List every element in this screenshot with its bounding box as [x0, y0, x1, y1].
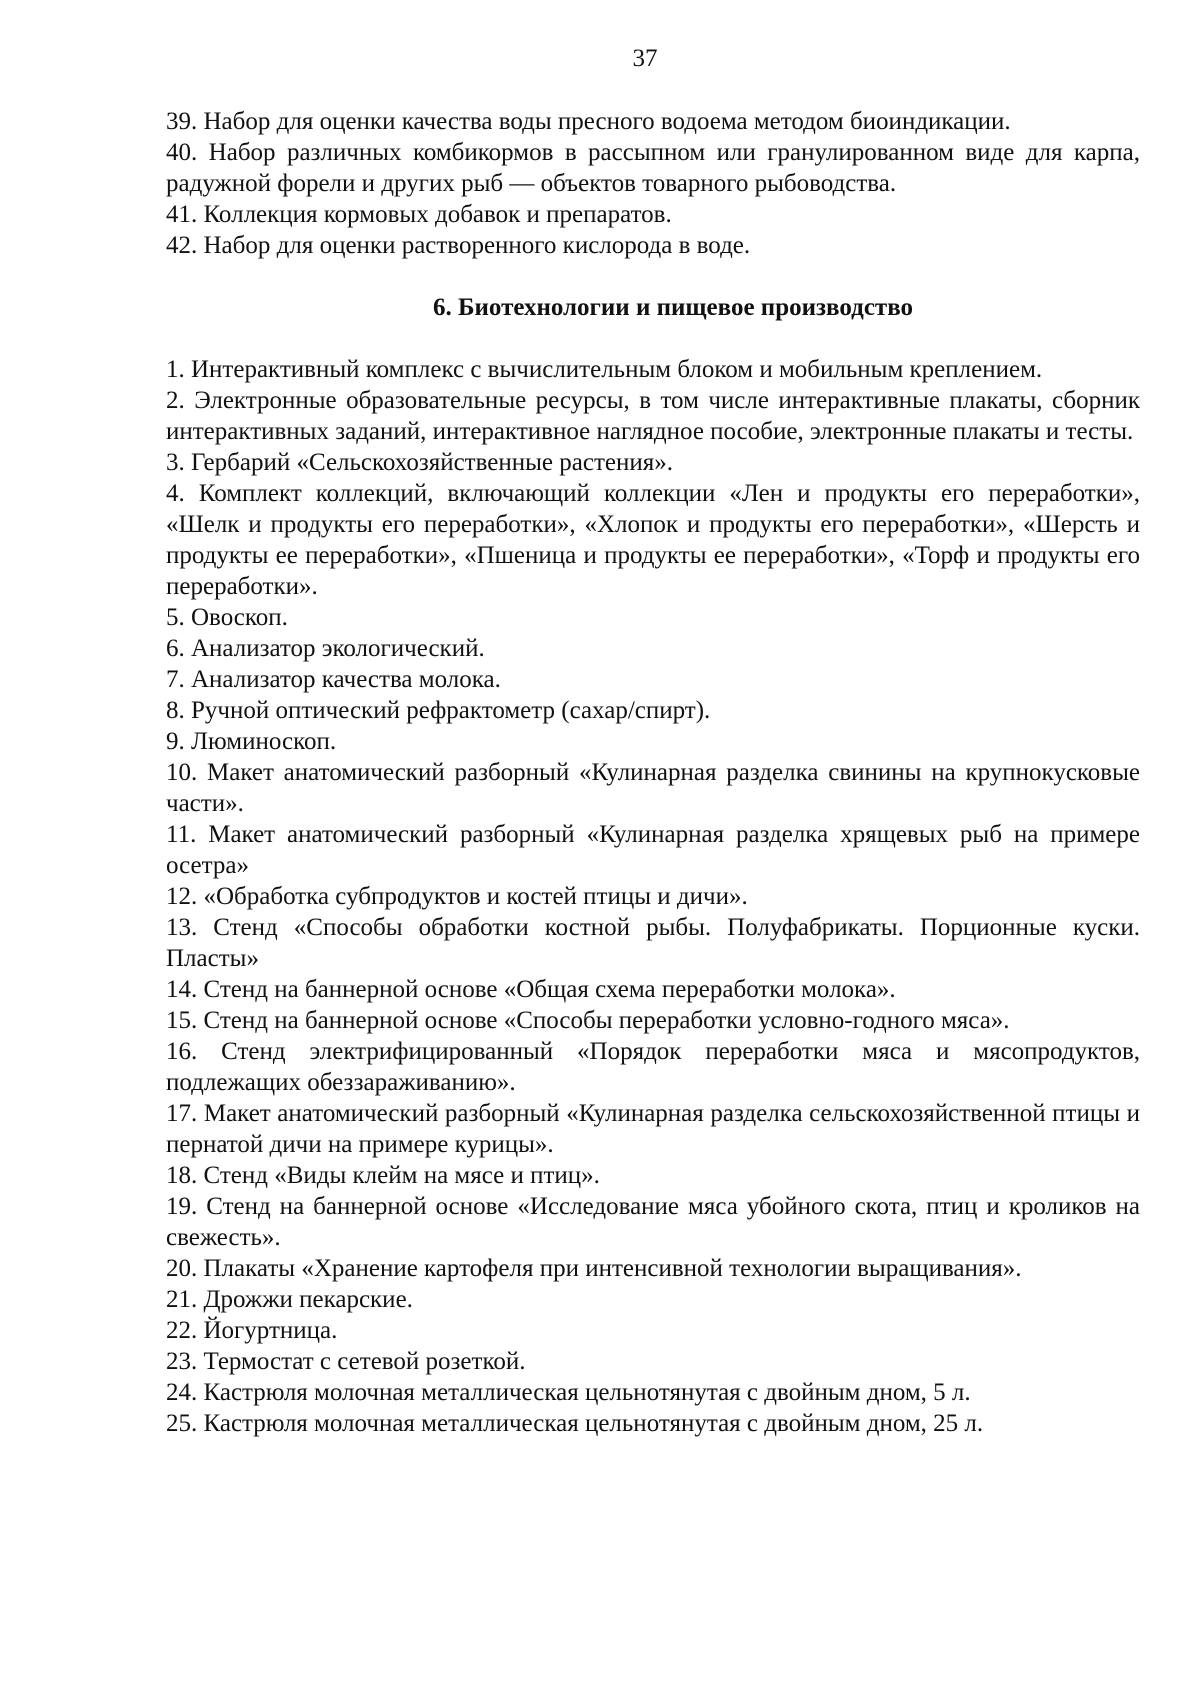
list-item-text: Набор для оценки растворенного кислорода в воде.	[203, 232, 751, 259]
list-item	[166, 757, 1140, 819]
list-item	[166, 478, 1140, 602]
list-item	[166, 602, 1140, 633]
list-item-number: 41.	[166, 201, 198, 228]
list-item-text: Набор различных комбикормов в рассыпном или гранулированном виде для карпа, радужной форели и других рыб — объектов товарного рыбоводства.	[166, 139, 1140, 197]
list-item	[166, 1191, 1140, 1253]
list-item-text: Ручной оптический рефрактометр (сахар/спирт).	[191, 697, 711, 724]
list-item-number: 5.	[166, 604, 185, 631]
list-item	[166, 1315, 1140, 1346]
list-item-number: 3.	[166, 449, 185, 476]
list-item-number: 18.	[166, 1162, 198, 1189]
list-item-text: Набор для оценки качества воды пресного водоема методом биоиндикации.	[203, 108, 1011, 135]
list-item-text: Гербарий «Сельскохозяйственные растения».	[191, 449, 673, 476]
list-item-text: Йогуртница.	[203, 1317, 338, 1344]
list-item-text: Дрожжи пекарские.	[203, 1286, 413, 1313]
list-item-number: 40.	[166, 139, 198, 166]
list-item-text: Анализатор качества молока.	[191, 666, 501, 693]
list-item-text: Стенд «Виды клейм на мясе и птиц».	[203, 1162, 600, 1189]
list-item	[166, 1253, 1140, 1284]
list-item-text: Люминоскоп.	[191, 728, 337, 755]
list-item-text: «Обработка субпродуктов и костей птицы и дичи».	[203, 883, 748, 910]
list-item-text: Коллекция кормовых добавок и препаратов.	[203, 201, 672, 228]
list-item	[166, 1098, 1140, 1160]
list-item-number: 21.	[166, 1286, 198, 1313]
list-item-text: Комплект коллекций, включающий коллекции «Лен и продукты его переработки», «Шелк и продукты его переработки», «Хлопок и продукты его переработки», «Шерсть и продукты ее переработки», «Пшеница и продукты ее переработки», «Торф и продукты его переработки».	[166, 480, 1140, 600]
list-item-text: Стенд на баннерной основе «Способы переработки условно-годного мяса».	[203, 1007, 1010, 1034]
list-item-text: Овоскоп.	[191, 604, 288, 631]
list-item	[166, 726, 1140, 757]
list-item-number: 2.	[166, 387, 185, 414]
list-item-number: 6.	[166, 635, 185, 662]
list-item-text: Стенд «Способы обработки костной рыбы. Полуфабрикаты. Порционные куски. Пласты»	[166, 914, 1140, 972]
list-item-number: 20.	[166, 1255, 198, 1282]
list-item-text: Стенд на баннерной основе «Исследование мяса убойного скота, птиц и кроликов на свежесть».	[166, 1193, 1140, 1251]
list-item-number: 24.	[166, 1379, 198, 1406]
page-content	[166, 106, 1140, 1439]
list-item	[166, 633, 1140, 664]
list-item	[166, 664, 1140, 695]
list-item-text: Стенд электрифицированный «Порядок переработки мяса и мясопродуктов, подлежащих обеззараживанию».	[166, 1038, 1141, 1096]
section-list	[166, 354, 1140, 1439]
list-item-number: 16.	[166, 1038, 198, 1065]
list-item	[166, 695, 1140, 726]
list-item	[166, 137, 1140, 199]
list-item	[166, 106, 1140, 137]
list-item-number: 1.	[166, 356, 185, 383]
list-item-number: 8.	[166, 697, 185, 724]
list-item-number: 10.	[166, 759, 198, 786]
list-item	[166, 1346, 1140, 1377]
list-item	[166, 881, 1140, 912]
list-item-number: 14.	[166, 976, 198, 1003]
top-list	[166, 106, 1140, 261]
list-item	[166, 1377, 1140, 1408]
list-item	[166, 974, 1140, 1005]
list-item-text: Макет анатомический разборный «Кулинарная разделка свинины на крупнокусковые части».	[166, 759, 1140, 817]
list-item-text: Макет анатомический разборный «Кулинарная разделка хрящевых рыб на примере осетра»	[166, 821, 1140, 879]
list-item-number: 15.	[166, 1007, 198, 1034]
list-item	[166, 1005, 1140, 1036]
list-item	[166, 819, 1140, 881]
list-item-text: Электронные образовательные ресурсы, в том числе интерактивные плакаты, сборник интерактивных заданий, интерактивное наглядное пособие, электронные плакаты и тесты.	[166, 387, 1140, 445]
list-item-number: 9.	[166, 728, 185, 755]
list-item-text: Плакаты «Хранение картофеля при интенсивной технологии выращивания».	[203, 1255, 1022, 1282]
list-item-text: Кастрюля молочная металлическая цельнотянутая с двойным дном, 25 л.	[203, 1410, 984, 1437]
list-item	[166, 1284, 1140, 1315]
list-item-number: 39.	[166, 108, 198, 135]
list-item	[166, 447, 1140, 478]
list-item	[166, 1036, 1140, 1098]
list-item-text: Интерактивный комплекс с вычислительным блоком и мобильным креплением.	[191, 356, 1043, 383]
list-item-number: 4.	[166, 480, 185, 507]
list-item-text: Стенд на баннерной основе «Общая схема переработки молока».	[203, 976, 896, 1003]
list-item	[166, 385, 1140, 447]
list-item-number: 13.	[166, 914, 198, 941]
list-item-number: 17.	[166, 1100, 198, 1127]
list-item-number: 22.	[166, 1317, 198, 1344]
list-item-text: Анализатор экологический.	[191, 635, 485, 662]
list-item	[166, 230, 1140, 261]
list-item	[166, 1160, 1140, 1191]
list-item-number: 25.	[166, 1410, 198, 1437]
page-number: 37	[632, 45, 658, 72]
list-item-number: 42.	[166, 232, 198, 259]
list-item	[166, 354, 1140, 385]
list-item-number: 11.	[166, 821, 197, 848]
list-item	[166, 912, 1140, 974]
list-item-text: Кастрюля молочная металлическая цельнотянутая с двойным дном, 5 л.	[203, 1379, 971, 1406]
list-item-text: Макет анатомический разборный «Кулинарная разделка сельскохозяйственной птицы и пернатой дичи на примере курицы».	[166, 1100, 1140, 1158]
list-item-number: 23.	[166, 1348, 198, 1375]
list-item-number: 7.	[166, 666, 185, 693]
list-item	[166, 199, 1140, 230]
list-item-number: 19.	[166, 1193, 198, 1220]
section-heading: 6. Биотехнологии и пищевое производство	[432, 294, 914, 321]
list-item-number: 12.	[166, 883, 198, 910]
list-item-text: Термостат с сетевой розеткой.	[203, 1348, 526, 1375]
list-item	[166, 1408, 1140, 1439]
